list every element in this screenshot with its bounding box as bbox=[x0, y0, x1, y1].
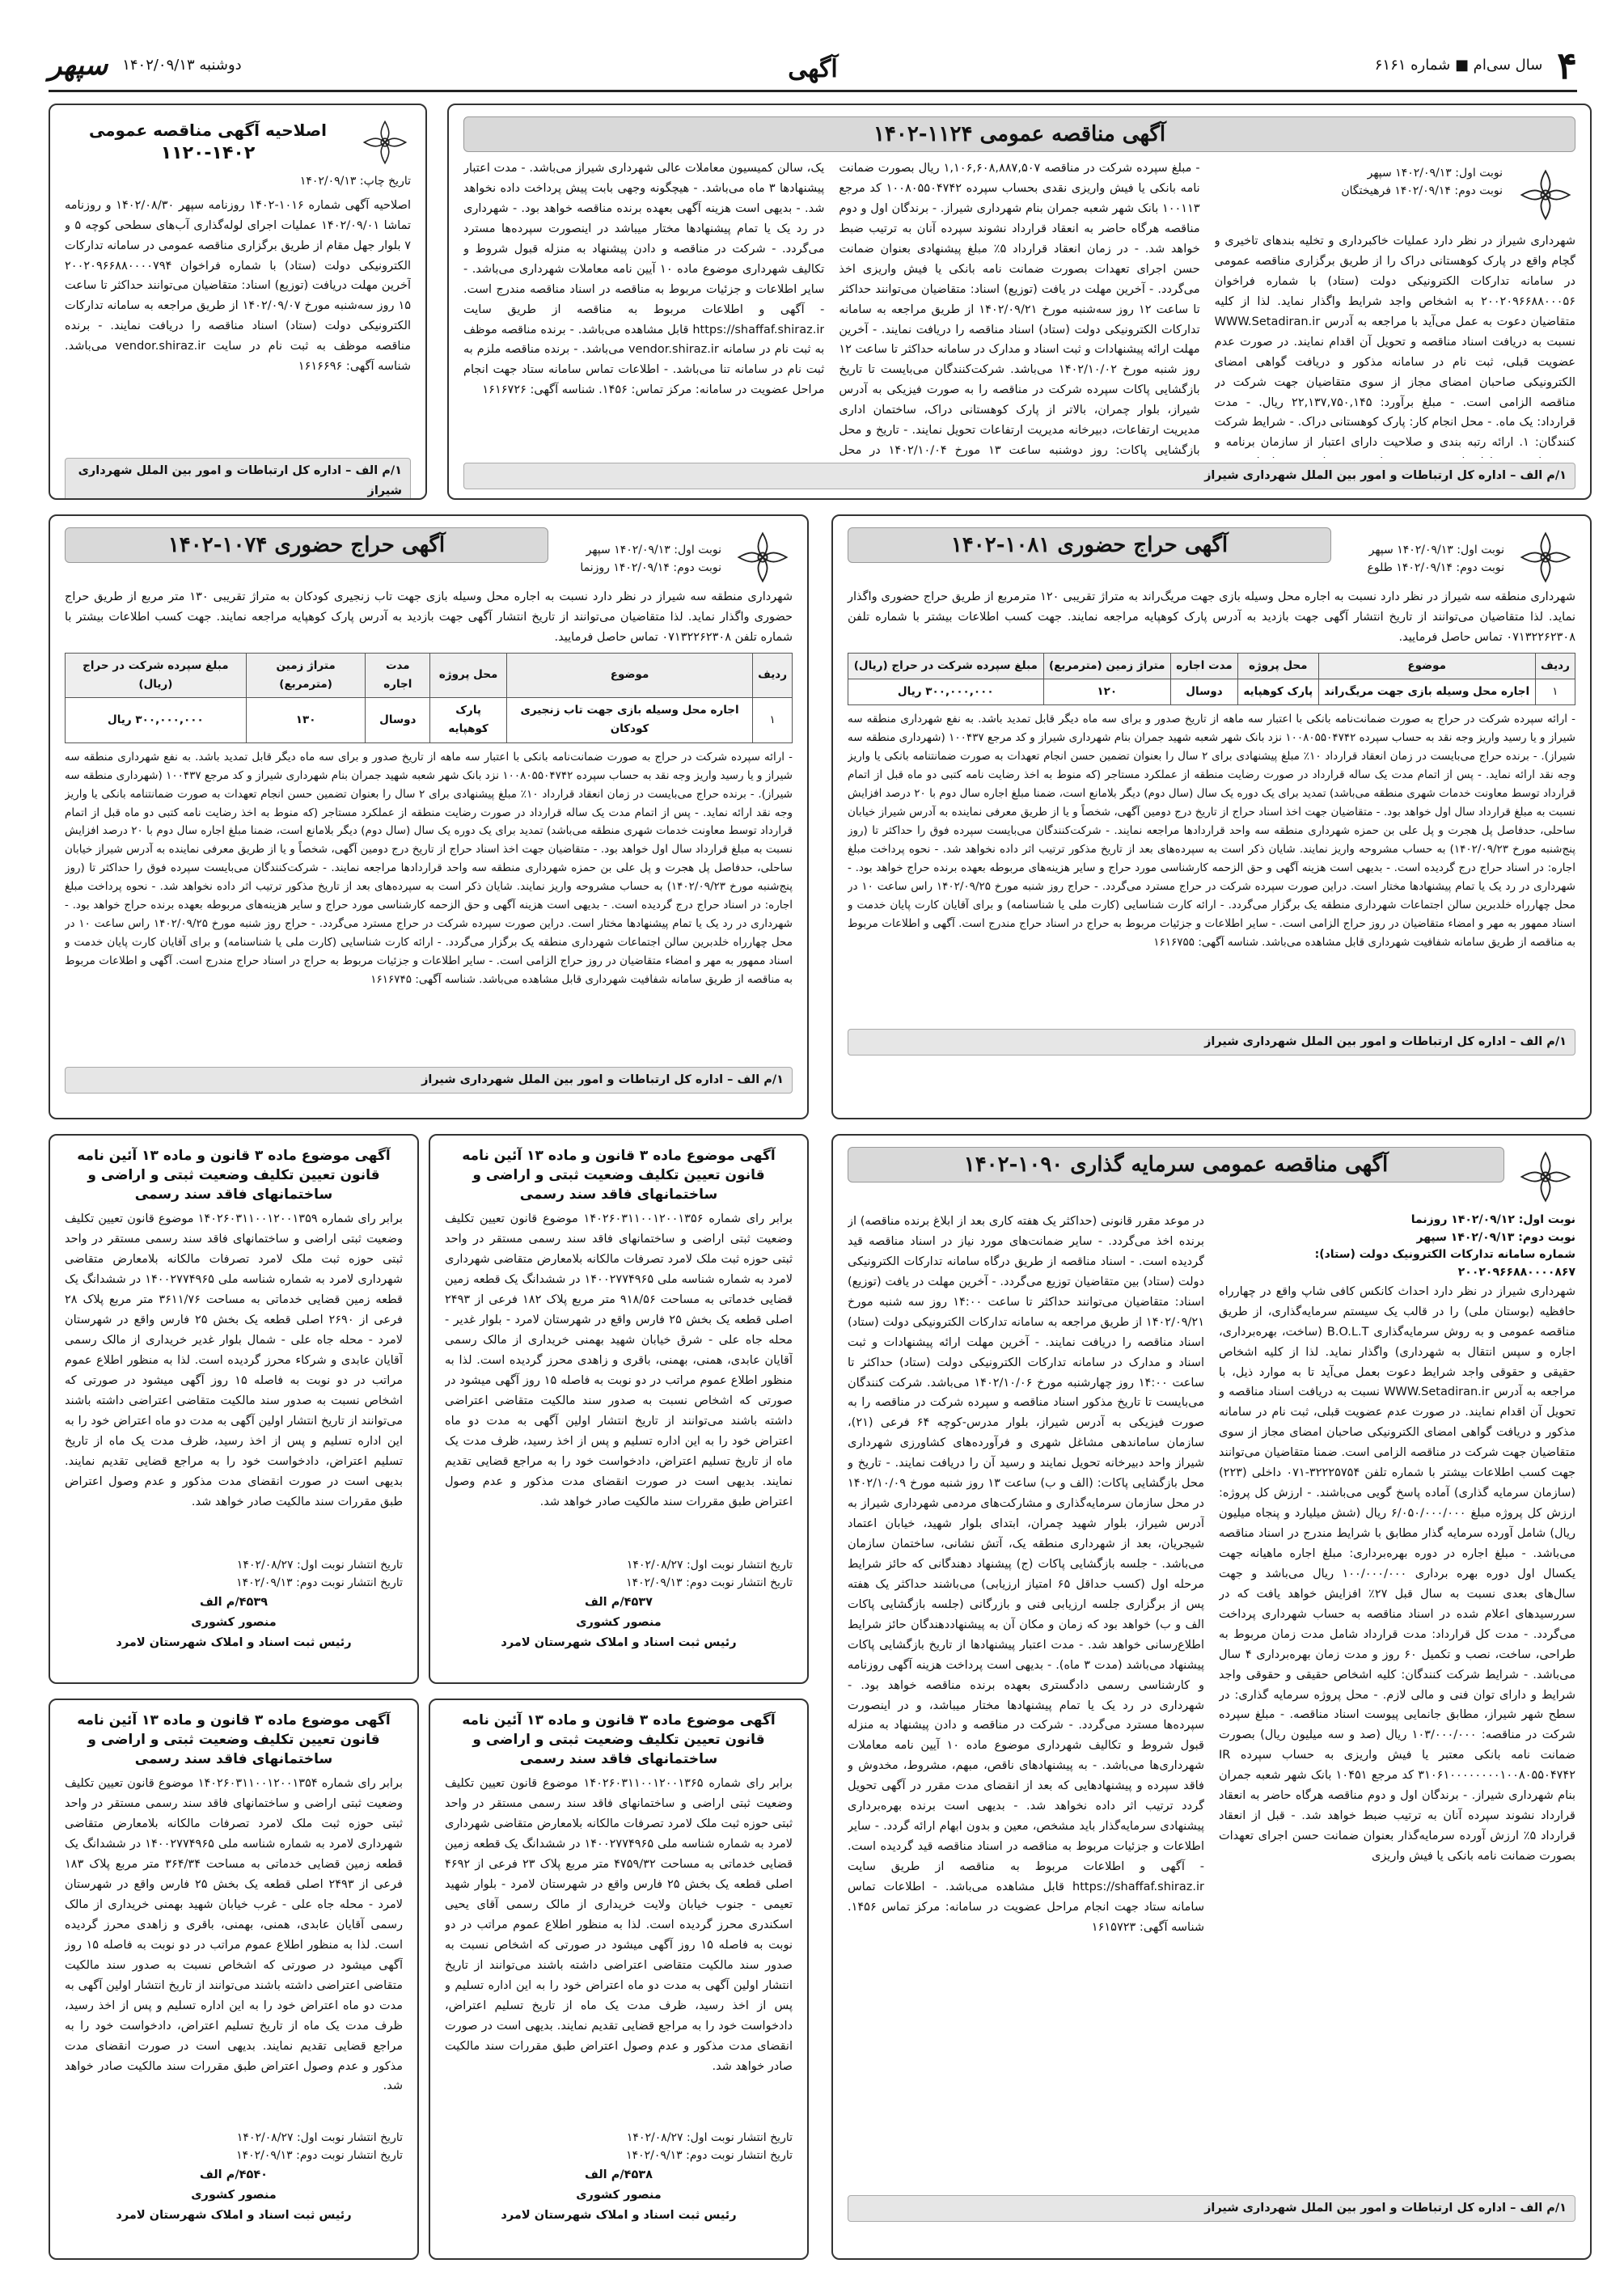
header-left bbox=[49, 42, 242, 89]
cell-deposit: ۳۰۰,۰۰۰,۰۰۰ ریال bbox=[66, 698, 247, 742]
publish-date-1: تاریخ انتشار نوبت اول: ۱۴۰۲/۰۸/۲۷ bbox=[626, 1559, 793, 1572]
auction-1074-ad bbox=[49, 514, 809, 1119]
notice-first: نوبت اول: ۱۴۰۲/۰۹/۱۳ سپهر bbox=[586, 544, 721, 556]
shiraz-municipality-logo-icon bbox=[1516, 1147, 1575, 1207]
th-deposit: مبلغ سپرده شرکت در حراج (ریال) bbox=[66, 653, 247, 697]
th-area: متراژ زمین (مترمربع) bbox=[1043, 653, 1170, 679]
ad-body-col2: - مبلغ سپرده شرکت در مناقصه ۱,۱۰۶,۶۰۸,۸۸۷,۵۰۷ ریال بصورت ضمانت نامه بانکی یا فیش واریزی نقدی بحساب سپرده ۱۰۰۸۰۵۵۰۴۷۴۲ کد مرجع ۱۰۰۱۱۳ بانک شهر شعبه جمران بنام شهرداری شیراز. - برندگان اول و دوم مناقصه هرگاه حاضر به انعقاد قرارداد نشوند سپرده آنان به ترتیب ضبط خواهد شد. - در زمان انعقاد قرارداد ۵٪ مبلغ پیشنهادی بعنوان ضمانت حسن اجرای تعهدات بصورت ضمانت نامه بانکی یا فیش واریزی اخذ می‌گردد. - آخرین مهلت در یافت (توزیع) اسناد: متقاضیان می‌توانند حداکثر تا ساعت ۱۲ روز سه‌شنبه مورخ ۱۴۰۲/۰۹/۲۱ از طریق مراجعه به سامانه تدارکات الکترونیکی دولت (ستاد) اسناد مناقصه را دریافت نمایند. - آخرین مهلت ارائه پیشنهادات و ثبت اسناد و مدارک در سامانه حداکثر تا ساعت ۱۲ روز شنبه مورخ ۱۴۰۲/۱۰/۰۲ می‌باشد. شرکت‌کنندگان می‌بایست تا تاریخ بازگشایی پاکات سپرده شرکت در مناقصه را به صورت فیزیکی به آدرس شیراز، بلوار چمران، بالاتر از پارک کوهستانی دراک، ساختمان اداری مدیریت ارتفاعات، دبیرخانه مدیریت ارتفاعات تحویل نمایند. - تاریخ و محل بازگشایی پاکات: روز دوشنبه ساعت ۱۳ مورخ ۱۴۰۲/۱۰/۰۴ در محل bbox=[839, 162, 1200, 458]
publish-date-2: تاریخ انتشار نوبت دوم: ۱۴۰۲/۰۹/۱۳ bbox=[626, 2149, 793, 2163]
ad-body-col3: یک، سالن کمیسیون معاملات عالی شهرداری شیراز می‌باشد. - مدت اعتبار پیشنهادها ۳ ماه می‌باشد. - هیچگونه وجهی بابت پیش پرداخت داده نخواهد شد. - بدیهی است هزینه آگهی بعهده برنده مناقصه خواهد بود. - شهرداری در رد یک یا تمام پیشنهادها مختار میباشد در اینصورت سپرده‌ها مسترد می‌گردد. - شرکت در مناقصه و دادن پیشنهاد به منزله قبول شروط و تکالیف شهرداری موضوع ماده ۱۰ آیین نامه معاملات شهرداری می‌باشد. - سایر اطلاعات و جزئیات مربوط به مناقصه در اسناد مناقصه مندرج است. - آگهی و اطلاعات مربوط به مناقصه از طریق سایت https://shaffaf.shiraz.ir قابل مشاهده می‌باشد. - برنده مناقصه موظف به ثبت نام در سامانه vendor.shiraz.ir می‌باشد. - برنده مناقصه ملزم به ثبت نام در سامانه تنا می‌باشد. - اطلاعات تماس سامانه ستاد جهت انجام مراحل عضویت در سامانه: مرکز تماس: ۱۴۵۶. شناسه آگهی: ۱۶۱۶۷۲۶ bbox=[463, 162, 825, 397]
cell-duration: دوسال bbox=[366, 698, 430, 742]
ad-number: ۱۱۲۰-۱۴۰۲ bbox=[160, 142, 256, 163]
ad-dates bbox=[1341, 165, 1503, 225]
ad-body: - ارائه سپرده شرکت در حراج به صورت ضمانت‌نامه بانکی با اعتبار سه ماهه از تاریخ صدور و برای سه ماه دیگر قابل تمدید باشد. به نفع شهرداری منطقه سه شیراز و یا رسید واریز وجه نقد به حساب سپرده ۱۰۰۸۰۵۵۰۴۷۴۲ نزد بانک شهر شعبه شهید جمران بنام شهرداری شیراز و کد مرجع ۱۰۰۴۳۷ (شهرداری منطقه سه شیراز). - برنده حراج می‌بایست در زمان انعقاد قرارداد ۱۰٪ مبلغ پیشنهادی برای ۲ سال را بعنوان تضمین حسن انجام تعهدات به صورت ضمانتنامه بانکی یا واریز وجه نقد ارائه نماید. - پس از اتمام مدت یک ساله قرارداد در صورت رضایت منطقه از عملکرد مستاجر (که منوط به اخذ رضایت نامه کتبی دو ماه قبل از اتمام قرارداد توسط معاونت خدمات شهری منطقه می‌باشد) تمدید برای یک دوره یک سال (سال دوم) دیگر بلامانع است، ضمنا مبلغ اجاره سال دوم با ۲۰ درصد افزایش نسبت به مبلغ قرارداد سال اول خواهد بود. - متقاضیان جهت اخذ اسناد حراج از تاریخ درج دومین آگهی، شخصاً و یا از طریق معرفی نماینده به آدرس شیراز خیابان ساحلی، حدفاصل پل هجرت و پل علی بن حمزه شهرداری منطقه سه واحد قراردادها مراجعه نمایند. - شرکت‌کنندگان می‌بایست سپرده فوق را حداکثر تا (روز پنج‌شنبه مورخ ۱۴۰۲/۰۹/۲۳) به حساب مشروحه واریز نمایند. شایان ذکر است به سپرده‌های بعد از تاریخ مذکور ترتیب اثر داده نخواهد شد. - نحوه پرداخت مبلغ اجاره: در اسناد حراج درج گردیده است. - بدیهی است هزینه آگهی و حق الزحمه کارشناسی مورد حراج و سایر هزینه‌های مربوطه بعهده برنده حراج خواهد بود. - شهرداری در رد یک یا تمام پیشنهادها مختار است. دراین صورت سپرده شرکت در حراج مسترد می‌گردد. - حراج روز شنبه مورخ ۱۴۰۲/۰۹/۲۵ راس ساعت ۱۰ در محل چهارراه خلدبرین سالن اجتماعات شهرداری منطقه یک برگزار می‌گردد. - ارائه کارت شناسایی (کارت ملی یا شناسنامه) و برای آقایان کارت پایان خدمت و اسناد ممهور به مهر و امضاء متقاضیان در روز حراج الزامی است. - سایر اطلاعات و جزئیات مربوط به حراج در اسناد حراج مندرج است. آگهی و اطلاعات مربوط به مناقصه از طریق سامانه شفافیت شهرداری قابل مشاهده می‌باشد. شناسه آگهی: ۱۶۱۶۷۵۵ bbox=[848, 713, 1575, 949]
signer-title: رئیس ثبت اسناد و املاک شهرستان لامرد bbox=[501, 2208, 737, 2222]
ad-head bbox=[848, 527, 1575, 587]
ad-title: آگهی موضوع ماده ۳ قانون و ماده ۱۳ آئین نامه قانون تعیین تکلیف وضعیت ثبتی و اراضی و ساختمانهای فاقد سند رسمی bbox=[462, 1148, 776, 1203]
publish-date-2: تاریخ انتشار نوبت دوم: ۱۴۰۲/۰۹/۱۳ bbox=[236, 1576, 403, 1590]
shiraz-municipality-logo-icon bbox=[359, 116, 411, 168]
issue-date: دوشنبه ۱۴۰۲/۰۹/۱۳ bbox=[122, 57, 242, 74]
ad-meta-row bbox=[1215, 165, 1575, 225]
cell-location: پارک کوهپایه bbox=[430, 698, 507, 742]
th-subject: موضوع bbox=[506, 653, 752, 697]
ad-footer: ۱/م الف – اداره کل ارتباطات و امور بین الملل شهرداری شیراز bbox=[848, 2195, 1575, 2222]
signer-name: منصور کشوری bbox=[576, 2188, 662, 2202]
ad-title: آگهی حراج حضوری ۱۰۸۱-۱۴۰۲ bbox=[848, 527, 1331, 563]
ad-ref: ۴۵۳۹/م الف bbox=[199, 1595, 269, 1609]
newspaper-logo: سپهر bbox=[49, 49, 108, 82]
ad-title: آگهی موضوع ماده ۳ قانون و ماده ۱۳ آئین نامه قانون تعیین تکلیف وضعیت ثبتی و اراضی و ساختمانهای فاقد سند رسمی bbox=[77, 1712, 391, 1767]
ad-body-col1: شهرداری شیراز در نظر دارد احداث کانکس کافی شاپ واقع در چهارراه حافظیه (بوستان ملی) را در قالب یک سیستم سرمایه‌گذاری، از طریق مناقصه عمومی و به روش سرمایه‌گذاری B.O.L.T (ساخت، بهره‌برداری، اجاره و سپس انتقال به شهرداری) واگذار نماید. لذا از کلیه اشخاص حقیقی و حقوقی واجد شرایط دعوت بعمل می‌آید تا به موارد ذیل، با مراجعه به آدرس WWW.Setadiran.ir نسبت به دریافت اسناد مناقصه و تحویل آن اقدام نمایند. در صورت عدم عضویت قبلی، ثبت نام در سامانه مذکور و دریافت گواهی امضای الکترونیکی صاحبان امضای مجاز از سوی متقاضیان جهت شرکت در مناقصه الزامی است. ضمنا متقاضیان می‌توانند جهت کسب اطلاعات بیشتر با شماره تلفن ۳۲۲۲۵۷۵۴-۰۷۱ داخلی (۲۲۳) (سازمان سرمایه گذاری) آماده پاسخ گویی می‌باشند. - ارزش کل پروژه: ارزش کل پروژه مبلغ ۶/۰۵۰/۰۰۰/۰۰۰ ریال (شش میلیارد و پنجاه میلیون ریال) شامل آورده سرمایه گذار مطابق با شرایط مندرج در اسناد مناقصه می‌باشد. - مبلغ اجاره در دوره بهره‌برداری: مبلغ اجاره ماهیانه جهت یکسال اول دوره بهره برداری ۱۰۰/۰۰۰/۰۰۰ ریال می‌باشد و جهت سال‌های بعدی نسبت به سال قبل ۲۷٪ افزایش خواهد یافت که در سررسیدهای اعلام شده در اسناد مناقصه به حساب شهرداری پرداخت می‌گردد. - مدت کل قرارداد: مدت قرارداد شامل مدت زمان مربوط به طراحی، ساخت، نصب و تکمیل ۶۰ روز و مدت زمان بهره‌برداری ۴ سال می‌باشد. - شرایط شرکت کنندگان: کلیه اشخاص حقیقی و حقوقی واجد شرایط و دارای توان فنی و مالی لازم. - محل پروژه سرمایه گذاری: در سطح شهر شیراز، مطابق جانمایی پیوست اسناد مناقصه. - مبلغ سپرده شرکت در مناقصه: ۱۰۳/۰۰۰/۰۰۰ ریال (صد و سه میلیون ریال) بصورت ضمانت نامه بانکی معتبر یا فیش واریزی به حساب سپرده IR ۳۱۰۶۱۰۰۰۰۰۰۰۰۱۰۰۸۰۵۵۰۴۷۴۲ کد مرجع ۱۰۴۵۱ بانک شهر شعبه جمران بنام شهرداری شیراز. - برندگان اول و دوم مناقصه هرگاه حاضر به انعقاد قرارداد نشوند سپرده آنان به ترتیب ضبط خواهد شد. - قبل از انعقاد قرارداد ۵٪ ارزش آورده سرمایه‌گذار بعنوان ضمانت حسن اجرای تعهدات بصورت ضمانت نامه بانکی یا فیش واریزی bbox=[1219, 1284, 1575, 1863]
th-subject: موضوع bbox=[1318, 653, 1535, 679]
ad-dates bbox=[1219, 1212, 1575, 1282]
cell-deposit: ۳۰۰,۰۰۰,۰۰۰ ریال bbox=[848, 679, 1044, 705]
registry-4537-ad bbox=[429, 1134, 809, 1684]
issue-number: سال سی‌ام ■ شماره ۶۱۶۱ bbox=[1374, 57, 1543, 74]
page-number: ۴ bbox=[1557, 43, 1577, 87]
th-duration: مدت اجاره bbox=[1170, 653, 1237, 679]
shiraz-municipality-logo-icon bbox=[733, 527, 793, 587]
ad-title: آگهی موضوع ماده ۳ قانون و ماده ۱۳ آئین نامه قانون تعیین تکلیف وضعیت ثبتی و اراضی و ساختمانهای فاقد سند رسمی bbox=[77, 1148, 391, 1203]
notice-second: نوبت دوم: ۱۴۰۲/۰۹/۱۳ سپهر bbox=[1416, 1230, 1575, 1244]
page-header bbox=[49, 42, 1577, 92]
ad-title: آگهی مناقصه عمومی ۱۱۲۴-۱۴۰۲ bbox=[463, 116, 1575, 152]
ad-columns bbox=[463, 159, 1575, 458]
ad-footer: ۱/م الف – اداره کل ارتباطات و امور بین الملل شهرداری شیراز bbox=[848, 1029, 1575, 1056]
cell-duration: دوسال bbox=[1170, 679, 1237, 705]
notice-second: نوبت دوم: ۱۴۰۲/۰۹/۱۴ طلوع bbox=[1367, 561, 1504, 574]
registry-4538-ad bbox=[429, 1699, 809, 2260]
ad-intro: شهرداری منطقه سه شیراز در نظر دارد نسبت به اجاره محل وسیله بازی جهت تاب زنجیری کودکان به متراژ تقریبی ۱۳۰ متر مربع از طریق حراج حضوری واگذار نماید. لذا متقاضیان می‌توانند از تاریخ انتشار آگهی جهت بازدید به آدرس پارک کوهپایه مراجعه نمایند. جهت کسب اطلاعات بیشتر با شماره تلفن ۰۷۱۳۲۲۶۲۳۰۸ تماس حاصل فرمایید. bbox=[65, 590, 793, 644]
cell-row: ۱ bbox=[753, 698, 793, 742]
table-row bbox=[848, 679, 1575, 705]
ad-body-col2: در موعد مقرر قانونی (حداکثر یک هفته کاری بعد از ابلاغ برنده مناقصه) از برنده اخذ می‌گردد. - سایر ضمانت‌های مورد نیاز در اسناد مناقصه قید گردیده است. - اسناد مناقصه از طریق درگاه سامانه تدارکات الکترونیکی دولت (ستاد) بین متقاضیان توزیع می‌گردد. - آخرین مهلت در یافت (توزیع) اسناد: متقاضیان می‌توانند حداکثر تا ساعت ۱۴:۰۰ روز سه شنبه مورخ ۱۴۰۲/۰۹/۲۱ از طریق مراجعه به سامانه تدارکات الکترونیکی دولت (ستاد) اسناد مناقصه را دریافت نمایند. - آخرین مهلت ارائه پیشنهادات و ثبت اسناد و مدارک در سامانه تدارکات الکترونیکی دولت (ستاد) حداکثر تا ساعت ۱۴:۰۰ روز چهارشنبه مورخ ۱۴۰۲/۱۰/۰۶ می‌باشد. شرکت کنندگان می‌بایست تا تاریخ مذکور اسناد مناقصه و سپرده شرکت در مناقصه را به صورت فیزیکی به آدرس شیراز، بلوار مدرس-کوچه ۶۴ فرعی (۲۱)، سازمان ساماندهی مشاغل شهری و فرآورده‌های کشاورزی شهرداری شیراز واحد دبیرخانه تحویل نمایند و رسید آن را دریافت نمایند. - تاریخ و محل بازگشایی پاکات: (الف و ب) ساعت ۱۳ روز شنبه مورخ ۱۴۰۲/۱۰/۰۹ در محل سازمان سرمایه‌گذاری و مشارکت‌های مردمی شهرداری شیراز به آدرس شیراز، بلوار شهید چمران، ابتدای بلوار شهید، خیابان اعتماد شیجریان، بعد از شهرداری منطقه یک، آتش نشانی، ساختمان سازمان می‌باشد. - جلسه بازگشایی پاکات (ج) پیشنهاد دهندگانی که حائز شرایط مرحله اول (کسب حداقل ۶۵ امتیاز ارزیابی) می‌باشند حداکثر یک هفته پس از برگزاری جلسه ارزیابی فنی و بازرگانی (جلسه بازگشایی پاکات الف و ب) خواهد بود که زمان و مکان آن به پیشنهاددهندگان حائز شرایط اطلاع‌رسانی خواهد شد. - مدت اعتبار پیشنهادها از تاریخ بازگشایی پاکات پیشنهاد می‌باشد (مدت ۳ ماه). - بدیهی است پرداخت هزینه آگهی روزنامه و کارشناسی رسمی دادگستری بعهده برنده مناقصه خواهد بود. - شهرداری در رد یک یا تمام پیشنهادها مختار میباشد، و در اینصورت سپرده‌ها مسترد می‌گردد. - شرکت در مناقصه و دادن پیشنهاد به منزله قبول شروط و تکالیف شهرداری موضوع ماده ۱۰ آیین نامه معاملات شهرداری‌ها می‌باشد. - به پیشنهادهای ناقص، مبهم، مشروط، مخدوش و فاقد سپرده و پیشنهادهایی که بعد از انقضای مدت مقرر در آگهی تحویل گردد ترتیب اثر داده نخواهد شد. - بدیهی است برنده بهره‌برداری پیشنهادی سرمایه‌گذار باید مشخص، معین و بدون ابهام ارائه گردد. - سایر اطلاعات و جزئیات مربوط به مناقصه در اسناد مناقصه قید گردیده است. - آگهی و اطلاعات مربوط به مناقصه از طریق سایت https://shaffaf.shiraz.ir قابل مشاهده می‌باشد. - اطلاعات تماس سامانه ستاد جهت انجام مراحل عضویت در سامانه: مرکز تماس ۱۴۵۶. شناسه آگهی: ۱۶۱۵۷۲۳ bbox=[848, 1215, 1204, 1934]
publish-date-2: تاریخ انتشار نوبت دوم: ۱۴۰۲/۰۹/۱۳ bbox=[236, 2149, 403, 2163]
ad-title: آگهی حراج حضوری ۱۰۷۴-۱۴۰۲ bbox=[65, 527, 548, 563]
registry-4540-ad bbox=[49, 1699, 419, 2260]
auction-table bbox=[848, 653, 1575, 705]
signer-name: منصور کشوری bbox=[191, 2188, 277, 2202]
notice-first: نوبت اول: ۱۴۰۲/۰۹/۱۳ سپهر bbox=[1368, 544, 1504, 556]
cell-row: ۱ bbox=[1535, 679, 1575, 705]
shiraz-municipality-logo-icon bbox=[1516, 165, 1575, 225]
ad-footer: ۱/م الف – اداره کل ارتباطات و امور بین الملل شهرداری شیراز bbox=[463, 463, 1575, 489]
cell-area: ۱۲۰ bbox=[1043, 679, 1170, 705]
table-row bbox=[66, 698, 793, 742]
notice-first: نوبت اول: ۱۴۰۲/۰۹/۱۲ روزنما bbox=[1410, 1213, 1575, 1226]
investment-1090-ad bbox=[831, 1134, 1592, 2260]
ad-body: برابر رای شماره ۱۴۰۲۶۰۳۱۱۰۰۱۲۰۰۱۳۵۴ موضوع قانون تعیین تکلیف وضعیت ثبتی اراضی و ساختمانهای فاقد سند رسمی مستقر در واحد ثبتی حوزه ثبت ملک لامرد تصرفات مالکانه بلامعارض متقاضی شهرداری لامرد به شماره شناسه ملی ۱۴۰۰۲۷۷۴۹۶۵ در ششدانگ یک قطعه زمین قضایی خدماتی به مساحت ۳۶۴/۳۴ متر مربع پلاک ۱۸۳ فرعی از ۲۴۹۳ اصلی قطعه یک بخش ۲۵ فارس واقع در شهرستان لامرد - محله جاه علی - غرب خیابان شهید بهمنی خریداری از مالک رسمی آقایان عابدی، همنی، بهمنی، باقری و زاهدی محرز گردیده است. لذا به منظور اطلاع عموم مراتب در دو نوبت به فاصله ۱۵ روز آگهی میشود در صورتی که اشخاص نسبت به صدور سند مالکیت متقاضی اعتراضی داشته باشند می‌توانند از تاریخ انتشار اولین آگهی به مدت دو ماه اعتراض خود را به این اداره تسلیم و پس از اخذ رسید، ظرف مدت یک ماه از تاریخ تسلیم اعتراض، دادخواست خود را به مراجع قضایی تقدیم نمایند. بدیهی است در صورت انقضای مدت مذکور و عدم وصول اعتراض طبق مقررات سند مالکیت صادر خواهد شد. bbox=[65, 1777, 403, 2093]
ad-title: اصلاحیه آگهی مناقصه عمومی bbox=[88, 120, 328, 140]
th-area: متراژ زمین (مترمربع) bbox=[246, 653, 366, 697]
ad-intro: شهرداری منطقه سه شیراز در نظر دارد نسبت به اجاره محل وسیله بازی جهت مریگ‌راند به متراژ تقریبی ۱۲۰ مترمربع از طریق حراج حضوری واگذار نماید. لذا متقاضیان می‌توانند از تاریخ انتشار آگهی جهت بازدید به آدرس پارک کوهپایه مراجعه نمایند. جهت کسب اطلاعات بیشتر با شماره تلفن ۰۷۱۳۲۲۶۲۳۰۸ تماس حاصل فرمایید. bbox=[848, 590, 1575, 644]
ad-body: - ارائه سپرده شرکت در حراج به صورت ضمانت‌نامه بانکی با اعتبار سه ماهه از تاریخ صدور و برای سه ماه دیگر قابل تمدید باشد. به نفع شهرداری منطقه سه شیراز و یا رسید واریز وجه نقد به حساب سپرده ۱۰۰۸۰۵۵۰۴۷۴۲ نزد بانک شهر شعبه شهید جمران بنام شهرداری شیراز و کد مرجع ۱۰۰۴۳۷ (شهرداری منطقه سه شیراز). - برنده حراج می‌بایست در زمان انعقاد قرارداد ۱۰٪ مبلغ پیشنهادی برای ۲ سال را بعنوان تضمین حسن انجام تعهدات به صورت ضمانتنامه بانکی یا واریز وجه نقد ارائه نماید. - پس از اتمام مدت یک ساله قرارداد در صورت رضایت منطقه از عملکرد مستاجر (که منوط به اخذ رضایت نامه کتبی دو ماه قبل از اتمام قرارداد توسط معاونت خدمات شهری منطقه می‌باشد) تمدید برای یک دوره یک سال (سال دوم) دیگر بلامانع است، ضمنا مبلغ اجاره سال دوم با ۲۰ درصد افزایش نسبت به مبلغ قرارداد سال اول خواهد بود. - متقاضیان جهت اخذ اسناد حراج از تاریخ درج دومین آگهی، شخصاً و یا از طریق معرفی نماینده به آدرس شیراز خیابان ساحلی، حدفاصل پل هجرت و پل علی بن حمزه شهرداری منطقه سه واحد قراردادها مراجعه نمایند. - شرکت‌کنندگان می‌بایست سپرده فوق را حداکثر تا (روز پنج‌شنبه مورخ ۱۴۰۲/۰۹/۲۳) به حساب مشروحه واریز نمایند. شایان ذکر است به سپرده‌های بعد از تاریخ مذکور ترتیب اثر داده نخواهد شد. - نحوه پرداخت مبلغ اجاره: در اسناد حراج درج گردیده است. - بدیهی است هزینه آگهی و حق الزحمه کارشناسی مورد حراج و سایر هزینه‌های مربوطه بعهده برنده حراج خواهد بود. - شهرداری در رد یک یا تمام پیشنهادها مختار است. دراین صورت سپرده شرکت در حراج مسترد می‌گردد. - حراج روز شنبه مورخ ۱۴۰۲/۰۹/۲۵ راس ساعت ۱۰ در محل چهارراه خلدبرین سالن اجتماعات شهرداری منطقه یک برگزار می‌گردد. - ارائه کارت شناسایی (کارت ملی یا شناسنامه) و برای آقایان کارت پایان خدمت و اسناد ممهور به مهر و امضاء متقاضیان در روز حراج الزامی است. - سایر اطلاعات و جزئیات مربوط به حراج در اسناد حراج مندرج است. آگهی و اطلاعات مربوط به مناقصه از طریق سامانه شفافیت شهرداری قابل مشاهده می‌باشد. شناسه آگهی: ۱۶۱۶۷۴۵ bbox=[65, 750, 793, 986]
ad-body: برابر رای شماره ۱۴۰۲۶۰۳۱۱۰۰۱۲۰۰۱۳۵۶ موضوع قانون تعیین تکلیف وضعیت ثبتی اراضی و ساختمانهای فاقد سند رسمی مستقر در واحد ثبتی حوزه ثبت ملک لامرد تصرفات مالکانه بلامعارض متقاضی شهرداری لامرد به شماره شناسه ملی ۱۴۰۰۲۷۷۴۹۶۵ در ششدانگ یک قطعه زمین قضایی خدماتی به مساحت ۹۱۸/۵۶ متر مربع پلاک ۱۸۲ فرعی از ۲۴۹۳ اصلی قطعه یک بخش ۲۵ فارس واقع در شهرستان لامرد - بلوار غدیر - محله جاه علی - شرق خیابان شهید بهمنی خریداری از مالک رسمی آقایان عابدی، همنی، بهمنی، باقری و زاهدی محرز گردیده است. لذا به منظور اطلاع عموم مراتب در دو نوبت به فاصله ۱۵ روز آگهی میشود در صورتی که اشخاص نسبت به صدور سند مالکیت متقاضی اعتراضی داشته باشند می‌توانند از تاریخ انتشار اولین آگهی به مدت دو ماه اعتراض خود را به این اداره تسلیم و پس از اخذ رسید، ظرف مدت یک ماه از تاریخ تسلیم اعتراض، دادخواست خود را به مراجع قضایی تقدیم نمایند. بدیهی است در صورت انقضای مدت مذکور و عدم وصول اعتراض طبق مقررات سند مالکیت صادر خواهد شد. bbox=[445, 1212, 793, 1508]
ad-columns bbox=[848, 1212, 1575, 2190]
publish-date-1: تاریخ انتشار نوبت اول: ۱۴۰۲/۰۸/۲۷ bbox=[236, 1559, 403, 1572]
ad-body: اصلاحیه آگهی شماره ۱۰۱۶-۱۴۰۲ روزنامه سپهر ۱۴۰۲/۰۸/۳۰ و روزنامه تماشا ۱۴۰۲/۰۹/۰۱ عملیات اجرای لوله‌گذاری آب‌های سطحی کوچه ۵ و ۷ بلوار جهل مقام از طریق برگزاری مناقصه عمومی در سامانه تدارکات الکترونیکی دولت (ستاد) با شماره فراخوان ۲۰۰۲۰۹۶۶۸۸۰۰۰۰۷۹۴ آخرین مهلت دریافت (توزیع) اسناد: متقاضیان می‌توانند حداکثر تا ساعت ۱۵ روز سه‌شنبه مورخ ۱۴۰۲/۰۹/۰۷ از طریق مراجعه به سامانه تدارکات الکترونیکی دولت (ستاد) اسناد مناقصه را دریافت نمایند. - برنده مناقصه موظف به ثبت نام در سایت vendor.shiraz.ir می‌باشد. شناسه آگهی: ۱۶۱۶۶۹۶ bbox=[65, 198, 411, 374]
th-location: محل پروژه bbox=[1238, 653, 1319, 679]
notice-second: نوبت دوم: ۱۴۰۲/۰۹/۱۴ روزنما bbox=[580, 561, 721, 574]
notice-second: نوبت دوم: ۱۴۰۲/۰۹/۱۴ فرهیختگان bbox=[1341, 184, 1503, 197]
print-date: تاریخ چاپ: ۱۴۰۲/۰۹/۱۳ bbox=[299, 175, 411, 188]
cell-area: ۱۳۰ bbox=[246, 698, 366, 742]
th-row: ردیف bbox=[753, 653, 793, 697]
table-header-row bbox=[848, 653, 1575, 679]
cell-subject: اجاره محل وسیله بازی جهت مریگ‌راند bbox=[1318, 679, 1535, 705]
th-location: محل پروژه bbox=[430, 653, 507, 697]
ad-dates bbox=[1343, 542, 1504, 577]
th-row: ردیف bbox=[1535, 653, 1575, 679]
auction-1081-ad bbox=[831, 514, 1592, 1119]
publish-date-2: تاریخ انتشار نوبت دوم: ۱۴۰۲/۰۹/۱۳ bbox=[626, 1576, 793, 1590]
th-deposit: مبلغ سپرده شرکت در حراج (ریال) bbox=[848, 653, 1044, 679]
correction-1120-ad bbox=[49, 104, 427, 500]
ad-ref: ۴۵۳۷/م الف bbox=[584, 1595, 653, 1609]
registry-4539-ad bbox=[49, 1134, 419, 1684]
ad-head bbox=[848, 1147, 1575, 1207]
cell-subject: اجاره محل وسیله بازی جهت تاب زنجیری کودکان bbox=[506, 698, 752, 742]
ad-ref: ۴۵۴۰/م الف bbox=[199, 2168, 269, 2181]
signer-name: منصور کشوری bbox=[576, 1615, 662, 1629]
cell-location: پارک کوهپایه bbox=[1238, 679, 1319, 705]
th-duration: مدت اجاره bbox=[366, 653, 430, 697]
ad-ref: ۴۵۳۸/م الف bbox=[584, 2168, 653, 2181]
ad-body-col1: شهرداری شیراز در نظر دارد عملیات خاکبرداری و تخلیه بندهای تاخیری و گچام واقع در پارک کوهستانی دراک را از طریق برگزاری مناقصه عمومی در سامانه تدارکات الکترونیکی دولت (ستاد) با شماره فراخوان ۲۰۰۲۰۹۶۶۸۸۰۰۰۵۶ به اشخاص واجد شرایط واگذار نماید. لذا از کلیه متقاضیان دعوت به عمل می‌آید با مراجعه به آدرس WWW.Setadiran.ir نسبت به دریافت اسناد مناقصه و تحویل آن اقدام نمایند. در صورت عدم عضویت قبلی، ثبت نام در سامانه مذکور و دریافت گواهی امضای الکترونیکی صاحبان امضای مجاز از سوی متقاضیان جهت شرکت در مناقصه الزامی است. - مبلغ برآورد: ۲۲,۱۳۷,۷۵۰,۱۴۵ ریال. - مدت قرارداد: یک ماه. - محل انجام کار: پارک کوهستانی دراک. - شرایط شرکت کنندگان: ۱. ارائه رتبه بندی و صلاحیت دارای اعتبار از سازمان برنامه و bbox=[1214, 235, 1575, 450]
ad-dates bbox=[560, 542, 721, 577]
ad-title: آگهی موضوع ماده ۳ قانون و ماده ۱۳ آئین نامه قانون تعیین تکلیف وضعیت ثبتی و اراضی و ساختمانهای فاقد سند رسمی bbox=[462, 1712, 776, 1767]
ad-column-1 bbox=[1215, 159, 1575, 458]
signer-name: منصور کشوری bbox=[191, 1615, 277, 1629]
ad-footer: ۱/م الف – اداره کل ارتباطات و امور بین الملل شهرداری شیراز bbox=[65, 458, 411, 500]
ad-head bbox=[65, 116, 411, 168]
notice-first: نوبت اول: ۱۴۰۲/۰۹/۱۳ سپهر bbox=[1367, 167, 1503, 180]
publish-date-1: تاریخ انتشار نوبت اول: ۱۴۰۲/۰۸/۲۷ bbox=[626, 2131, 793, 2145]
ad-head bbox=[65, 527, 793, 587]
setad-number: شماره سامانه تدارکات الکترونیک دولت (ستاد): ۲۰۰۲۰۹۶۶۸۸۰۰۰۰۸۶۷ bbox=[1314, 1248, 1575, 1280]
auction-table bbox=[65, 653, 793, 743]
header-right bbox=[1375, 34, 1577, 98]
signer-title: رئیس ثبت اسناد و املاک شهرستان لامرد bbox=[501, 1635, 737, 1649]
ad-body: برابر رای شماره ۱۴۰۲۶۰۳۱۱۰۰۱۲۰۰۱۳۶۵ موضوع قانون تعیین تکلیف وضعیت ثبتی اراضی و ساختمانهای فاقد سند رسمی مستقر در واحد ثبتی حوزه ثبت ملک لامرد تصرفات مالکانه بلامعارض متقاضی شهرداری لامرد به شماره شناسه ملی ۱۴۰۰۲۷۷۴۹۶۵ در ششدانگ یک قطعه زمین قضایی خدماتی به مساحت ۴۷۵۹/۳۲ متر مربع پلاک ۲۳ فرعی از ۴۶۹۲ اصلی قطعه یک بخش ۲۵ فارس واقع در شهرستان لامرد - بلوار شهید تعیمی - جنوب خیابان ولایت خریداری از مالک رسمی آقای یحیی اسکندری محرز گردیده است. لذا به منظور اطلاع عموم مراتب در دو نوبت به فاصله ۱۵ روز آگهی میشود در صورتی که اشخاص نسبت به صدور سند مالکیت متقاضی اعتراضی داشته باشند می‌توانند از تاریخ انتشار اولین آگهی به مدت دو ماه اعتراض خود را به این اداره تسلیم و پس از اخذ رسید، ظرف مدت یک ماه از تاریخ تسلیم اعتراض، دادخواست خود را به مراجع قضایی تقدیم نمایند. بدیهی است در صورت انقضای مدت مذکور و عدم وصول اعتراض طبق مقررات سند مالکیت صادر خواهد شد. bbox=[445, 1777, 793, 2073]
signer-title: رئیس ثبت اسناد و املاک شهرستان لامرد bbox=[116, 2208, 352, 2222]
ad-column-1 bbox=[1219, 1212, 1575, 2190]
signer-title: رئیس ثبت اسناد و املاک شهرستان لامرد bbox=[116, 1635, 352, 1649]
publish-date-1: تاریخ انتشار نوبت اول: ۱۴۰۲/۰۸/۲۷ bbox=[236, 2131, 403, 2145]
ad-footer: ۱/م الف – اداره کل ارتباطات و امور بین الملل شهرداری شیراز bbox=[65, 1067, 793, 1094]
tender-1124-ad bbox=[447, 104, 1592, 500]
ad-title-block bbox=[65, 119, 351, 167]
ad-body: برابر رای شماره ۱۴۰۲۶۰۳۱۱۰۰۱۲۰۰۱۳۵۹ موضوع قانون تعیین تکلیف وضعیت ثبتی اراضی و ساختمانهای فاقد سند رسمی مستقر در واحد ثبتی حوزه ثبت ملک لامرد تصرفات مالکانه بلامعارض متقاضی شهرداری لامرد به شماره شناسه ملی ۱۴۰۰۲۷۷۴۹۶۵ در ششدانگ یک قطعه زمین قضایی خدماتی به مساحت ۳۶۱۱/۷۶ متر مربع پلاک ۲۸ فرعی از ۲۶۹۰ اصلی قطعه یک بخش ۲۵ فارس واقع در شهرستان لامرد - محله جاه علی - شمال بلوار غدیر خریداری از مالک رسمی آقایان عابدی و شرکاء محرز گردیده است. لذا به منظور اطلاع عموم مراتب در دو نوبت به فاصله ۱۵ روز آگهی میشود در صورتی که اشخاص نسبت به صدور سند مالکیت متقاضی اعتراضی داشته باشند می‌توانند از تاریخ انتشار اولین آگهی به مدت دو ماه اعتراض خود را به این اداره تسلیم و پس از اخذ رسید، ظرف مدت یک ماه از تاریخ تسلیم اعتراض، دادخواست خود را به مراجع قضایی تقدیم نمایند. بدیهی است در صورت انقضای مدت مذکور و عدم وصول اعتراض طبق مقررات سند مالکیت صادر خواهد شد. bbox=[65, 1212, 403, 1508]
table-header-row bbox=[66, 653, 793, 697]
section-title: آگهی bbox=[788, 55, 838, 83]
shiraz-municipality-logo-icon bbox=[1516, 527, 1575, 587]
ad-title: آگهی مناقصه عمومی سرمایه گذاری ۱۰۹۰-۱۴۰۲ bbox=[848, 1147, 1504, 1182]
